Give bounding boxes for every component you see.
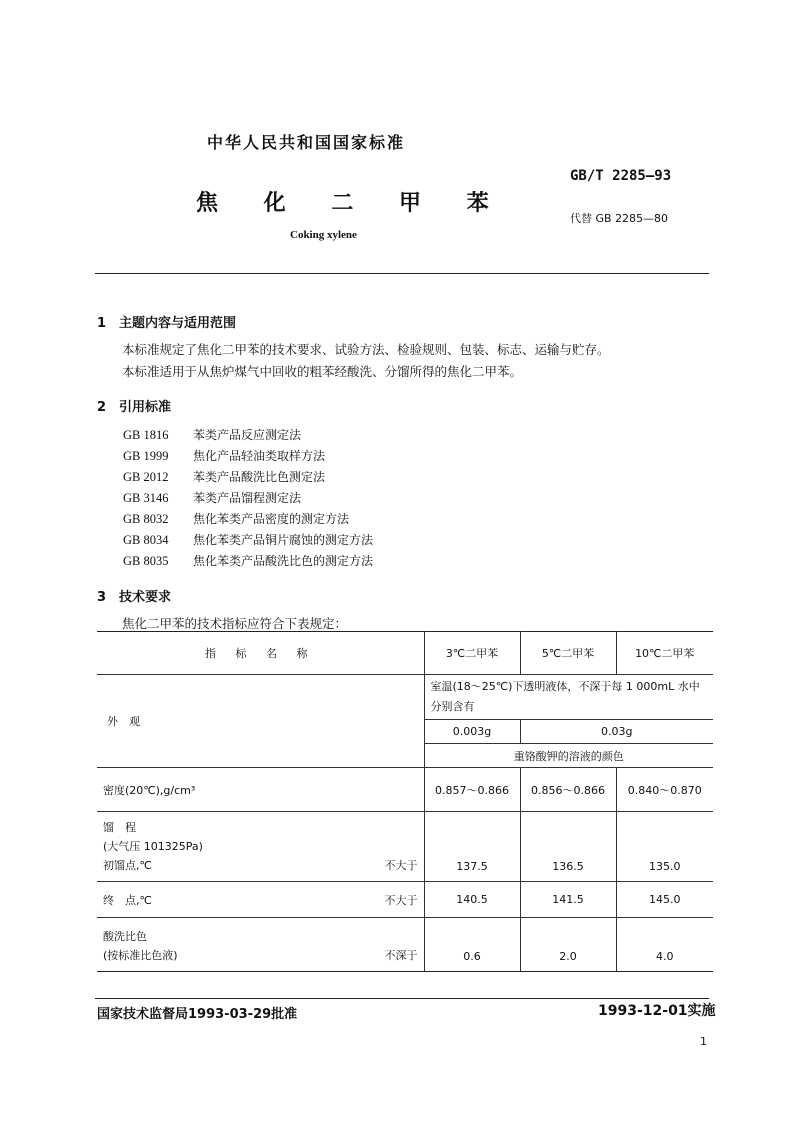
- acid-wash-3c-value: 0.6: [424, 918, 520, 972]
- reference-item: [123, 468, 325, 485]
- acid-wash-cell: [97, 918, 424, 972]
- density-label: 密度(20℃),g/cm³: [97, 768, 424, 812]
- reference-title: 焦化产品轻油类取样方法: [193, 449, 326, 463]
- table-row: [97, 812, 713, 882]
- reference-code: GB 2012: [123, 470, 169, 484]
- reference-item: [123, 447, 325, 464]
- reference-item: [123, 489, 301, 506]
- section-title: 引用标准: [119, 400, 172, 415]
- appearance-label: 外 观: [97, 675, 424, 768]
- density-5c-value: 0.856～0.866: [520, 768, 616, 812]
- table-row: [97, 768, 713, 812]
- distillation-pressure: (大气压 101325Pa): [103, 840, 203, 853]
- initial-boiling-point-label: 初馏点,℃: [103, 859, 152, 872]
- ep-3c-value: 140.5: [424, 882, 520, 918]
- document-title-chinese: 焦 化 二 甲 苯: [196, 191, 489, 216]
- national-standard-title: 中华人民共和国国家标准: [207, 133, 406, 152]
- replaces-note: 代替 GB 2285—80: [570, 212, 669, 225]
- section-number: 2: [97, 400, 107, 415]
- technical-requirements-table: [97, 631, 713, 972]
- acid-wash-sub-row: [103, 946, 418, 965]
- reference-item: [123, 531, 373, 548]
- approval-note: 国家技术监督局1993-03-29批准: [97, 1007, 298, 1022]
- page-number: 1: [700, 1035, 707, 1048]
- ep-5c-value: 141.5: [520, 882, 616, 918]
- table-header-row: [97, 632, 713, 675]
- reference-title: 苯类产品酸洗比色测定法: [193, 470, 326, 484]
- ibp-10c-value: 135.0: [616, 812, 713, 882]
- ibp-limit: 不大于: [384, 859, 418, 872]
- table-row: [97, 882, 713, 918]
- distillation-cell: [97, 812, 424, 882]
- section-1-heading: [97, 312, 236, 331]
- density-10c-value: 0.840～0.870: [616, 768, 713, 812]
- section-title: 主题内容与适用范围: [119, 316, 237, 331]
- table-row: [97, 675, 713, 720]
- appearance-5c-10c-value: 0.03g: [520, 720, 713, 744]
- reference-title: 焦化苯类产品密度的测定方法: [193, 512, 350, 526]
- section-title: 技术要求: [119, 590, 172, 605]
- header-5c-xylene: 5℃二甲苯: [520, 632, 616, 675]
- reference-title: 苯类产品馏程测定法: [193, 491, 302, 505]
- reference-item: [123, 426, 301, 443]
- reference-code: GB 1999: [123, 449, 169, 463]
- document-title-english: Coking xylene: [290, 229, 357, 241]
- section-3-heading: [97, 586, 171, 605]
- standard-code: GB/T 2285—93: [570, 168, 672, 184]
- appearance-description: 室温(18～25℃)下透明液体，不深于每 1 000mL 水中分别含有: [424, 675, 713, 720]
- table-row: [97, 918, 713, 972]
- header-10c-xylene: 10℃二甲苯: [616, 632, 713, 675]
- header-indicator-name: 指 标 名 称: [97, 632, 424, 675]
- ep-limit: 不大于: [384, 893, 418, 907]
- section-number: 1: [97, 316, 107, 331]
- implementation-date: 1993-12-01实施: [598, 1003, 716, 1019]
- reference-title: 焦化苯类产品酸洗比色的测定方法: [193, 554, 374, 568]
- appearance-color-note: 重铬酸钾的溶液的颜色: [424, 744, 713, 768]
- reference-title: 焦化苯类产品铜片腐蚀的测定方法: [193, 533, 374, 547]
- ibp-5c-value: 136.5: [520, 812, 616, 882]
- section-number: 3: [97, 590, 107, 605]
- reference-item: [123, 552, 373, 569]
- reference-item: [123, 510, 349, 527]
- section-1-paragraph: 本标准适用于从焦炉煤气中回收的粗苯经酸洗、分馏所得的焦化二甲苯。: [122, 364, 523, 379]
- acid-wash-sub: (按标准比色液): [103, 949, 178, 962]
- end-point-label: 终 点,℃: [103, 893, 152, 907]
- reference-code: GB 3146: [123, 491, 169, 505]
- header-3c-xylene: 3℃二甲苯: [424, 632, 520, 675]
- section-1-paragraph: 本标准规定了焦化二甲苯的技术要求、试验方法、检验规则、包装、标志、运输与贮存。: [122, 342, 610, 357]
- acid-wash-limit: 不深于: [384, 949, 418, 962]
- section-2-heading: [97, 396, 171, 415]
- ibp-3c-value: 137.5: [424, 812, 520, 882]
- reference-title: 苯类产品反应测定法: [193, 428, 302, 442]
- initial-boiling-point-row: [103, 856, 418, 875]
- distillation-label: 馏 程: [103, 821, 136, 834]
- appearance-3c-value: 0.003g: [424, 720, 520, 744]
- footer-divider: [95, 998, 709, 999]
- acid-wash-5c-value: 2.0: [520, 918, 616, 972]
- section-3-intro: 焦化二甲苯的技术指标应符合下表规定：: [122, 616, 348, 631]
- acid-wash-10c-value: 4.0: [616, 918, 713, 972]
- end-point-cell: [97, 882, 424, 918]
- density-3c-value: 0.857～0.866: [424, 768, 520, 812]
- reference-code: GB 8034: [123, 533, 169, 547]
- reference-code: GB 1816: [123, 428, 169, 442]
- acid-wash-label: 酸洗比色: [103, 930, 147, 943]
- reference-code: GB 8035: [123, 554, 169, 568]
- ep-10c-value: 145.0: [616, 882, 713, 918]
- reference-code: GB 8032: [123, 512, 169, 526]
- header-divider: [95, 273, 709, 274]
